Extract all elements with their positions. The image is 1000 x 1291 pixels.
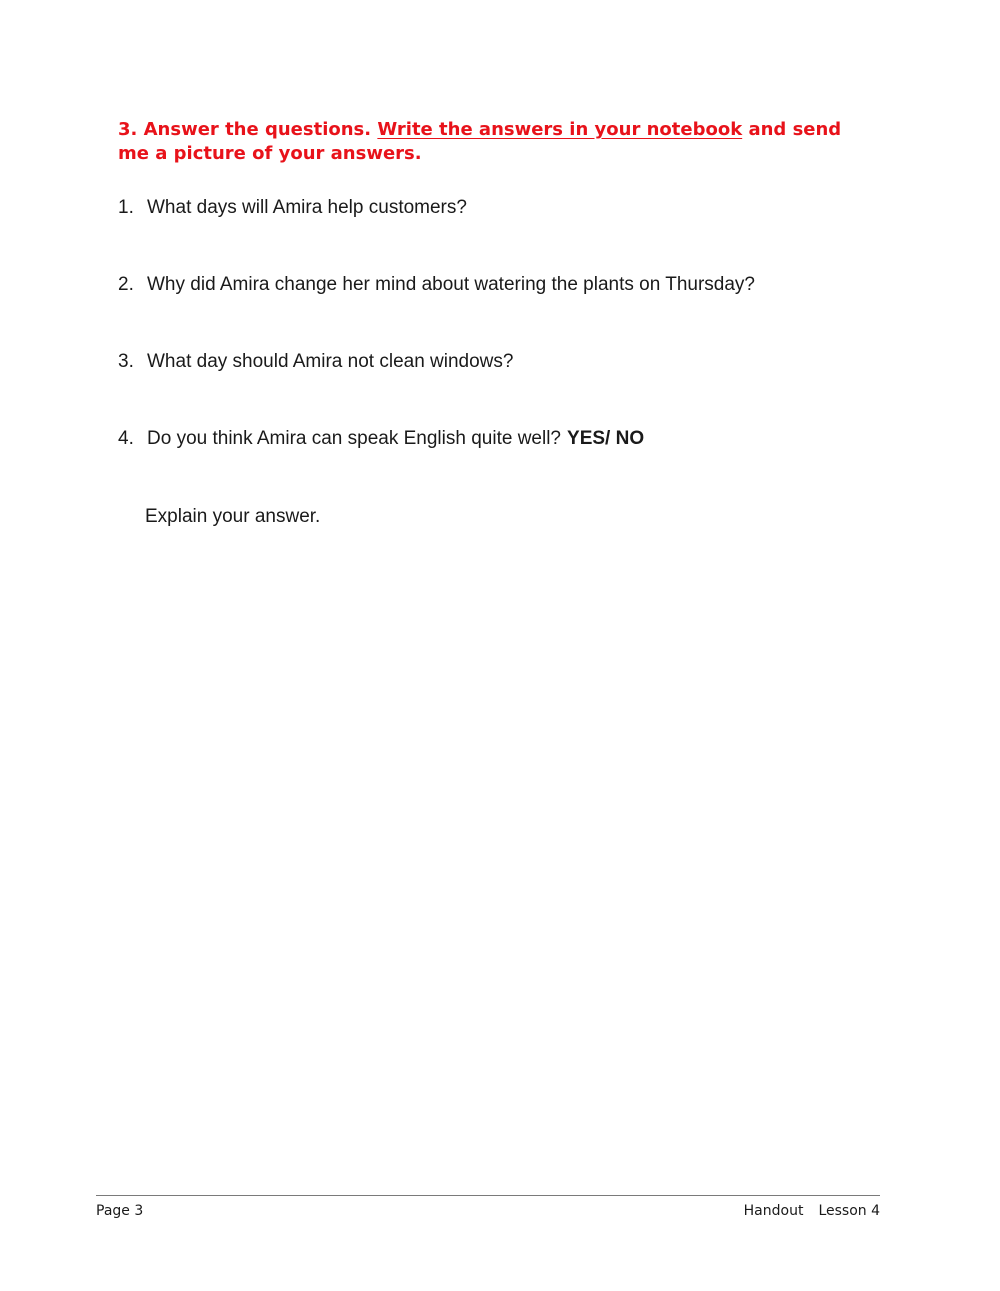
question-number: 2.	[118, 274, 134, 295]
question-1	[118, 196, 467, 220]
question-text: Why did Amira change her mind about watering the plants on Thursday?	[147, 274, 755, 295]
question-number: 3.	[118, 351, 134, 372]
question-4	[118, 427, 644, 451]
lesson-label: Lesson 4	[818, 1203, 880, 1219]
instruction-part-3: and send me a picture of your answers.	[118, 119, 842, 164]
yes-no-options: YES/ NO	[567, 428, 645, 449]
instruction-heading	[118, 118, 858, 166]
explain-prompt: Explain your answer.	[145, 506, 321, 527]
question-number: 1.	[118, 197, 134, 218]
question-number: 4.	[118, 428, 134, 449]
question-2	[118, 273, 755, 297]
instruction-part-1: 3. Answer the questions.	[118, 119, 378, 140]
page-number: Page 3	[96, 1203, 144, 1219]
footer-right	[744, 1202, 880, 1220]
question-text: What day should Amira not clean windows?	[147, 351, 514, 372]
question-text: What days will Amira help customers?	[147, 197, 467, 218]
instruction-underlined: Write the answers in your notebook	[377, 119, 743, 140]
footer-divider	[96, 1195, 880, 1196]
question-3	[118, 350, 513, 374]
doc-type: Handout	[743, 1203, 804, 1219]
question-text: Do you think Amira can speak English quite well?	[147, 428, 562, 449]
